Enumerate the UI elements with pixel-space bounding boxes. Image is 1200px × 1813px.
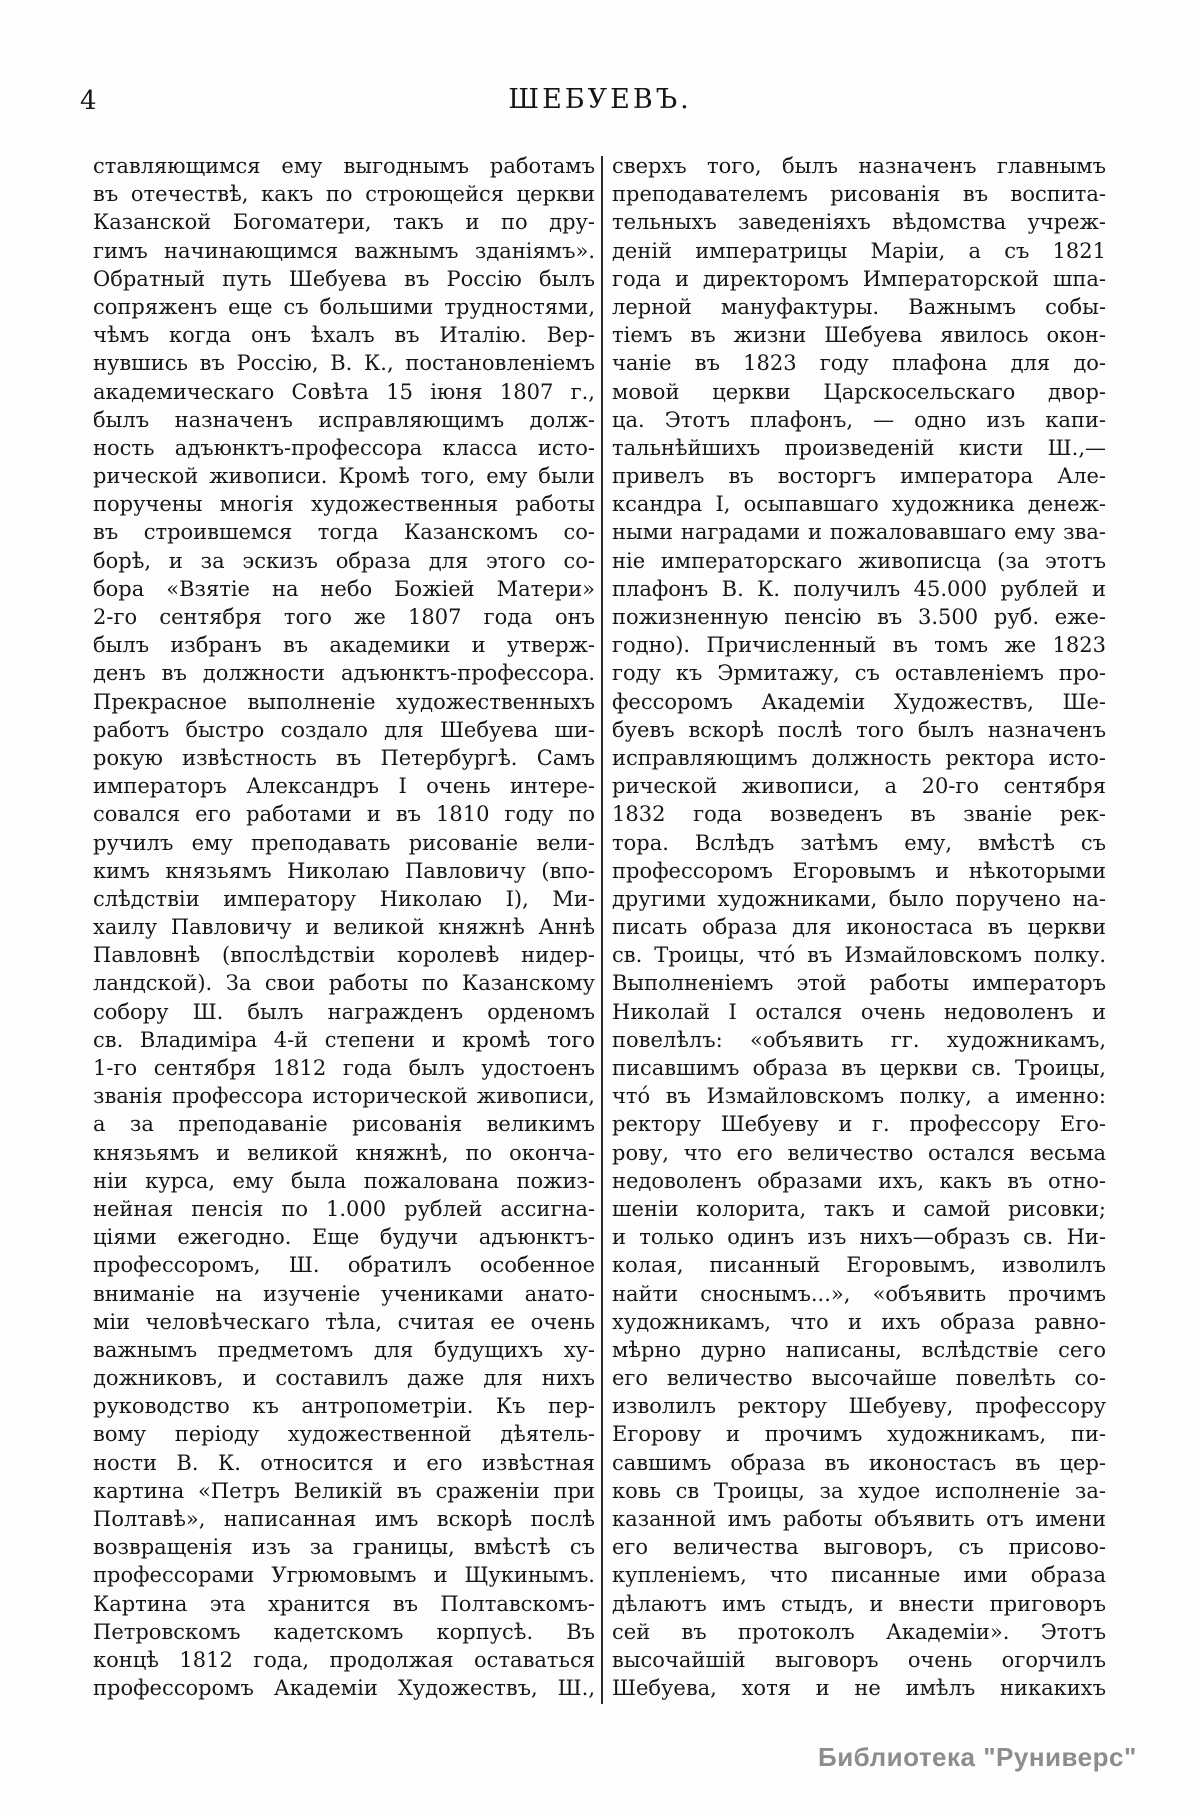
text-line: поручены многія художественныя работы bbox=[93, 492, 595, 517]
text-line: въ отечествѣ, какъ по строющейся церкви bbox=[93, 182, 595, 207]
text-line: Прекрасное выполненіе художественныхъ bbox=[93, 689, 595, 714]
text-line: повелѣлъ: «объявить гг. художникамъ, bbox=[612, 1027, 1106, 1052]
text-line: году къ Эрмитажу, съ оставленіемъ про- bbox=[612, 661, 1106, 686]
text-line: Егорову и прочимъ художникамъ, пи- bbox=[612, 1422, 1106, 1447]
text-line: бора «Взятіе на небо Божіей Матери» bbox=[93, 576, 595, 601]
text-line: профессорами Угрюмовымъ и Щукинымъ. bbox=[93, 1563, 595, 1588]
text-line: его величество высочайше повелѣть со- bbox=[612, 1366, 1106, 1391]
text-line: Картина эта хранится въ Полтавскомъ- bbox=[93, 1591, 595, 1616]
text-line: ксандра I, осыпавшаго художника денеж- bbox=[612, 492, 1106, 517]
page-number: 4 bbox=[80, 86, 97, 116]
text-line: возвращенія изъ за границы, вмѣстѣ съ bbox=[93, 1535, 595, 1560]
text-line: рову, что его величество остался весьма bbox=[612, 1140, 1106, 1165]
text-line: слѣдствіи императору Николаю I), Ми- bbox=[93, 886, 595, 911]
text-line: профессоромъ Егоровымъ и нѣкоторыми bbox=[612, 858, 1106, 883]
text-line: мовой церкви Царскосельскаго двор- bbox=[612, 379, 1106, 404]
text-line: чаніе въ 1823 году плафона для до- bbox=[612, 351, 1106, 376]
text-line: а за преподаваніе рисованія великимъ bbox=[93, 1112, 595, 1137]
text-line: ности В. К. относится и его извѣстная bbox=[93, 1450, 595, 1475]
text-line: исправляющимъ должность ректора исто- bbox=[612, 745, 1106, 770]
text-line: дѣлаютъ имъ стыдъ, и внести приговоръ bbox=[612, 1591, 1106, 1616]
text-line: ландской). За свои работы по Казанскому bbox=[93, 971, 595, 996]
text-line: тіемъ въ жизни Шебуева явилось окон- bbox=[612, 323, 1106, 348]
text-line: рокую извѣстность въ Петербургѣ. Самъ bbox=[93, 745, 595, 770]
text-line: пожизненную пенсію въ 3.500 руб. еже- bbox=[612, 605, 1106, 629]
text-line: профессоромъ, Ш. обратилъ особенное bbox=[93, 1253, 595, 1278]
text-line: ными наградами и пожаловавшаго ему зва- bbox=[612, 520, 1106, 545]
text-line: Выполненіемъ этой работы императоръ bbox=[612, 971, 1106, 996]
text-line: ца. Этотъ плафонъ, — одно изъ капи- bbox=[612, 407, 1106, 432]
library-watermark: Библиотека "Руниверс" bbox=[818, 1742, 1137, 1772]
text-line: писать образа для иконостаса въ церкви bbox=[612, 915, 1106, 940]
text-line: плафонъ В. К. получилъ 45.000 рублей и bbox=[612, 576, 1106, 601]
column-divider bbox=[601, 156, 603, 1704]
text-line: деній императрицы Маріи, а съ 1821 bbox=[612, 238, 1106, 263]
text-column-right bbox=[612, 152, 1106, 1702]
text-line: буевъ вскорѣ послѣ того былъ назначенъ bbox=[612, 717, 1106, 742]
text-line: св. Троицы, что́ въ Измайловскомъ полку. bbox=[612, 943, 1106, 968]
text-line: работъ быстро создало для Шебуева ши- bbox=[93, 717, 595, 742]
text-line: художникамъ, что и ихъ образа равно- bbox=[612, 1309, 1106, 1334]
text-line: мѣрно дурно написаны, вслѣдствіе сего bbox=[612, 1337, 1106, 1362]
text-line: Казанской Богоматери, такъ и по дру- bbox=[93, 210, 595, 235]
text-line: 1832 года возведенъ въ званіе рек- bbox=[612, 802, 1106, 827]
text-line: былъ избранъ въ академики и утверж- bbox=[93, 633, 595, 658]
text-line: міи человѣческаго тѣла, считая ее очень bbox=[93, 1309, 595, 1334]
text-line: ность адъюнктъ-профессора класса исто- bbox=[93, 435, 595, 460]
text-line: фессоромъ Академіи Художествъ, Ше- bbox=[612, 689, 1106, 714]
text-line: тельныхъ заведеніяхъ вѣдомства учреж- bbox=[612, 210, 1106, 235]
text-line: сверхъ того, былъ назначенъ главнымъ bbox=[612, 154, 1106, 178]
text-line: Обратный путь Шебуева въ Россію былъ bbox=[93, 266, 595, 291]
text-line: важнымъ предметомъ для будущихъ ху- bbox=[93, 1337, 595, 1362]
text-line: академическаго Совѣта 15 іюня 1807 г., bbox=[93, 379, 595, 404]
text-line: его величества выговоръ, съ присово- bbox=[612, 1535, 1106, 1560]
text-line: Петровскомъ кадетскомъ корпусѣ. Въ bbox=[93, 1619, 595, 1644]
text-line: собору Ш. былъ награжденъ орденомъ bbox=[93, 999, 595, 1024]
text-line: сопряженъ еще съ большими трудностями, bbox=[93, 294, 595, 319]
text-line: денъ въ должности адъюнктъ-профессора. bbox=[93, 661, 595, 686]
text-line: 1-го сентября 1812 года былъ удостоенъ bbox=[93, 1056, 595, 1080]
text-line: ручилъ ему преподавать рисованіе вели- bbox=[93, 830, 595, 855]
text-line: руководство къ антропометріи. Къ пер- bbox=[93, 1394, 595, 1419]
text-line: Шебуева, хотя и не имѣлъ никакихъ bbox=[612, 1676, 1106, 1701]
text-line: шеніи колорита, такъ и самой рисовки; bbox=[612, 1196, 1106, 1221]
text-line: дожниковъ, и составилъ даже для нихъ bbox=[93, 1366, 595, 1391]
text-line: ковь св Троицы, за худое исполненіе за- bbox=[612, 1478, 1106, 1503]
text-line: преподавателемъ рисованія въ воспита- bbox=[612, 182, 1106, 207]
text-line: чѣмъ когда онъ ѣхалъ въ Италію. Вер- bbox=[93, 323, 595, 348]
text-line: высочайшій выговоръ очень огорчилъ bbox=[612, 1647, 1106, 1672]
text-line: вому періоду художественной дѣятель- bbox=[93, 1422, 595, 1447]
text-line: тора. Вслѣдъ затѣмъ ему, вмѣстѣ съ bbox=[612, 830, 1106, 855]
text-line: изволилъ ректору Шебуеву, профессору bbox=[612, 1394, 1106, 1419]
text-line: ніи курса, ему была пожалована пожиз- bbox=[93, 1168, 595, 1193]
text-line: колая, писанный Егоровымъ, изволилъ bbox=[612, 1253, 1106, 1278]
text-line: св. Владиміра 4-й степени и кромѣ того bbox=[93, 1027, 595, 1052]
text-line: нейная пенсія по 1.000 рублей ассигна- bbox=[93, 1196, 595, 1221]
text-line: кимъ князьямъ Николаю Павловичу (впо- bbox=[93, 858, 595, 883]
text-line: 2-го сентября того же 1807 года онъ bbox=[93, 605, 595, 629]
text-line: званія профессора исторической живописи, bbox=[93, 1084, 595, 1109]
text-line: совался его работами и въ 1810 году по bbox=[93, 802, 595, 827]
text-line: былъ назначенъ исправляющимъ долж- bbox=[93, 407, 595, 432]
text-line: рической живописи, а 20-го сентября bbox=[612, 774, 1106, 799]
text-line: года и директоромъ Императорской шпа- bbox=[612, 266, 1106, 291]
text-line: въ строившемся тогда Казанскомъ со- bbox=[93, 520, 595, 545]
text-line: что́ въ Измайловскомъ полку, а именно: bbox=[612, 1084, 1106, 1109]
text-line: вниманіе на изученіе учениками анато- bbox=[93, 1281, 595, 1306]
text-line: лерной мануфактуры. Важнымъ собы- bbox=[612, 294, 1106, 319]
text-line: тальнѣйшихъ произведеній кисти Ш.,— bbox=[612, 435, 1106, 460]
text-line: хаилу Павловичу и великой княжнѣ Аннѣ bbox=[93, 915, 595, 940]
text-line: императоръ Александръ I очень интере- bbox=[93, 774, 595, 799]
text-line: савшимъ образа въ иконостасъ въ цер- bbox=[612, 1450, 1106, 1475]
text-line: найти сноснымъ...», «объявить прочимъ bbox=[612, 1281, 1106, 1306]
text-line: ніе императорскаго живописца (за этотъ bbox=[612, 548, 1106, 573]
text-line: ректору Шебуеву и г. профессору Его- bbox=[612, 1112, 1106, 1137]
text-line: купленіемъ, что писанные ими образа bbox=[612, 1563, 1106, 1588]
text-line: князьямъ и великой княжнѣ, по оконча- bbox=[93, 1140, 595, 1165]
text-line: сей въ протоколъ Академіи». Этотъ bbox=[612, 1619, 1106, 1644]
text-line: привелъ въ восторгъ императора Але- bbox=[612, 464, 1106, 489]
text-line: недоволенъ образами ихъ, какъ въ отно- bbox=[612, 1168, 1106, 1193]
text-line: ціями ежегодно. Еще будучи адъюнктъ- bbox=[93, 1225, 595, 1250]
text-line: Николай I остался очень недоволенъ и bbox=[612, 999, 1106, 1024]
text-line: рической живописи. Кромѣ того, ему были bbox=[93, 464, 595, 489]
page-title: ШЕБУЕВЪ. bbox=[508, 84, 692, 115]
text-line: Полтавѣ», написанная имъ вскорѣ послѣ bbox=[93, 1507, 595, 1531]
text-line: гимъ начинающимся важнымъ зданіямъ». bbox=[93, 238, 595, 263]
text-line: Павловнѣ (впослѣдствіи королевѣ нидер- bbox=[93, 943, 595, 968]
text-line: нувшись въ Россію, В. К., постановленіемъ bbox=[93, 351, 595, 376]
text-line: писавшимъ образа въ церкви св. Троицы, bbox=[612, 1056, 1106, 1080]
text-column-left bbox=[93, 152, 595, 1702]
text-line: годно). Причисленный въ томъ же 1823 bbox=[612, 633, 1106, 658]
text-line: другими художниками, было поручено на- bbox=[612, 886, 1106, 911]
text-line: картина «Петръ Великій въ сраженіи при bbox=[93, 1478, 595, 1503]
text-line: ставляющимся ему выгоднымъ работамъ bbox=[93, 154, 595, 178]
text-line: борѣ, и за эскизъ образа для этого со- bbox=[93, 548, 595, 573]
text-line: профессоромъ Академіи Художествъ, Ш., bbox=[93, 1676, 595, 1701]
text-line: и только одинъ изъ нихъ—образъ св. Ни- bbox=[612, 1225, 1106, 1250]
text-line: казанной имъ работы объявить отъ имени bbox=[612, 1507, 1106, 1531]
text-line: концѣ 1812 года, продолжая оставаться bbox=[93, 1647, 595, 1672]
